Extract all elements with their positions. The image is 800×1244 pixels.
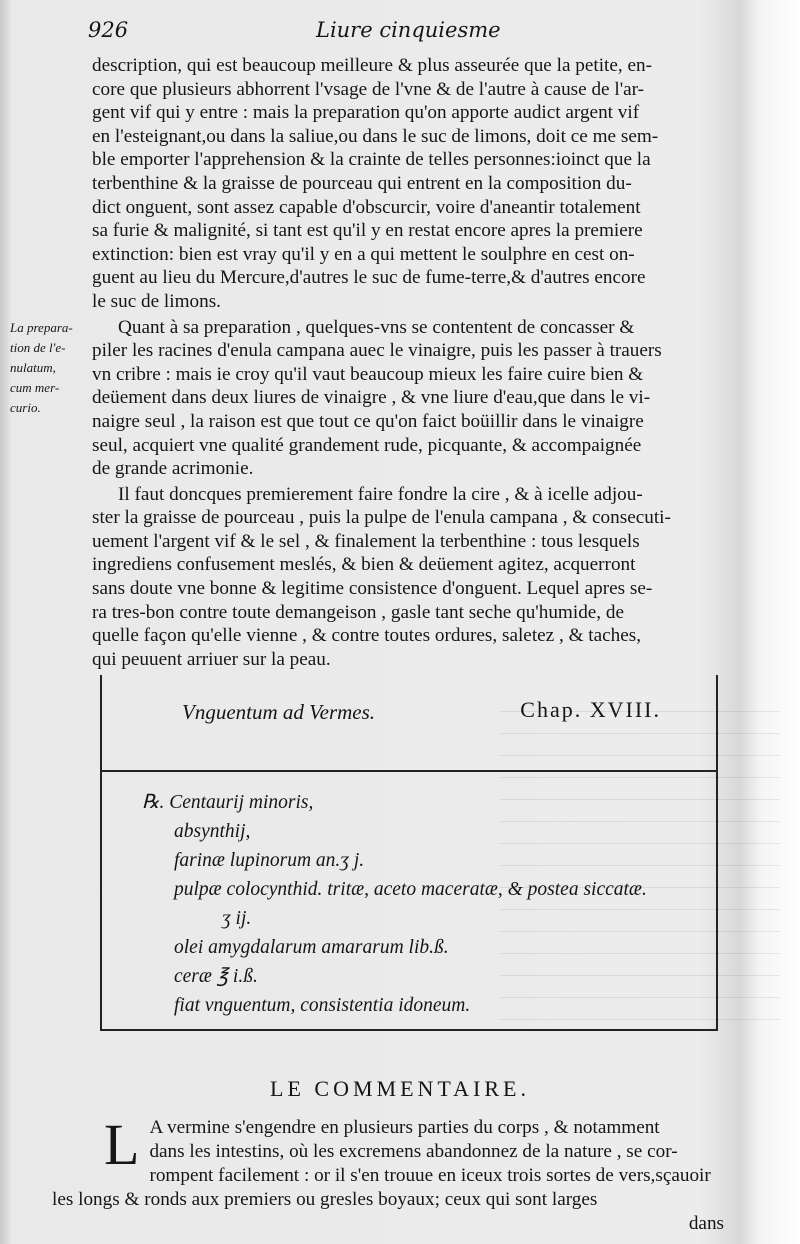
margin-note-line: La prepara- — [10, 320, 73, 335]
text-line: en l'esteignant,ou dans la saliue,ou dans le suc de limons, doit ce me sem- — [92, 125, 659, 147]
text-line: core que plusieurs abhorrent l'vsage de l'vne & de l'autre à cause de l'ar- — [92, 78, 645, 100]
text-line: uement l'argent vif & le sel , & finalement la terbenthine : tous lesquels — [92, 530, 640, 552]
paragraph-3 — [92, 483, 717, 672]
paragraph-1 — [92, 54, 717, 314]
text-line: Il faut doncques premierement faire fondre la cire , & à icelle adjou- — [118, 483, 643, 505]
text-line: terbenthine & la graisse de pourceau qui entrent en la composition du- — [92, 172, 632, 194]
margin-note-line: nulatum, — [10, 360, 56, 375]
margin-note-line: tion de l'e- — [10, 340, 66, 355]
paragraph-2 — [92, 316, 717, 481]
text-line: quelle façon qu'elle vienne , & contre toutes ordures, saletez , & taches, — [92, 625, 642, 647]
box-rule-bottom — [102, 1029, 716, 1031]
recipe-line: olei amygdalarum amararum lib.ß. — [174, 937, 449, 958]
recipe-line: ceræ ℥ i.ß. — [174, 966, 258, 987]
chapter-box — [100, 675, 718, 1031]
recipe-line: pulpæ colocynthid. tritæ, aceto maceratæ, & postea siccatæ. — [174, 879, 647, 900]
text-line: ble emporter l'apprehension & la crainte de telles personnes:ioinct que la — [92, 149, 651, 171]
text-line: le suc de limons. — [92, 290, 221, 312]
margin-note-line: cum mer- — [10, 380, 60, 395]
text-line: description, qui est beaucoup meilleure & plus asseurée que la petite, en- — [92, 55, 652, 76]
box-rule-top — [102, 770, 716, 772]
text-line: dict onguent, sont assez capable d'obscurcir, voire d'aneantir totalement — [92, 196, 641, 218]
text-line: extinction: bien est vray qu'il y en a qui mettent le soulphre en cest on- — [92, 243, 635, 265]
text-line: seul, acquiert vne qualité grandement rude, picquante, & accompaignée — [92, 434, 642, 456]
text-line: ster la graisse de pourceau , puis la pulpe de l'enula campana , & consecuti- — [92, 507, 671, 529]
text-line: naigre seul , la raison est que tout ce qu'on faict boüillir dans le vinaigre — [92, 410, 644, 432]
chapter-number: Chap. XVIII. — [520, 697, 661, 722]
text-line: gent vif qui y entre : mais la preparation qu'on apporte audict argent vif — [92, 102, 640, 124]
text-line: ra tres-bon contre toute demangeison , gasle tant seche qu'humide, de — [92, 601, 625, 623]
recipe-line: ʒ ij. — [222, 908, 252, 929]
commentary-title: LE COMMENTAIRE. — [270, 1076, 530, 1101]
text-line: de grande acrimonie. — [92, 458, 254, 480]
text-line: ingrediens confusement meslés, & bien & deüement agitez, acquerront — [92, 554, 636, 576]
chapter-title: Vnguentum ad Vermes. — [182, 700, 376, 724]
recipe-line: fiat vnguentum, consistentia idoneum. — [174, 995, 471, 1016]
text-line: sa furie & malignité, si tant est qu'il y en restat encore apres la premiere — [92, 220, 643, 242]
text-line: qui peuuent arriuer sur la peau. — [92, 648, 331, 670]
recipe-line: ℞. Centaurij minoris, — [142, 792, 314, 813]
text-line: dans les intestins, où les excremens abandonnez de la nature , se cor- — [149, 1141, 678, 1162]
text-line: dans — [688, 1213, 724, 1234]
text-line: guent au lieu du Mercure,d'autres le suc de fume-terre,& d'autres encore — [92, 267, 646, 289]
running-head: Liure cinquiesme — [316, 18, 501, 42]
text-line: deüement dans deux liures de vinaigre , & vne liure d'eau,que dans le vi- — [92, 387, 651, 409]
recipe-line: absynthij, — [174, 821, 251, 842]
commentary-text — [52, 1112, 724, 1236]
text-line: piler les racines d'enula campana auec le vinaigre, puis les passer à trauers — [92, 340, 662, 362]
recipe-line: farinæ lupinorum an.ʒ j. — [174, 850, 365, 871]
margin-note — [10, 318, 90, 418]
text-line: Quant à sa preparation , quelques-vns se contentent de concasser & — [118, 316, 635, 338]
recipe — [142, 788, 702, 1020]
margin-note-line: curio. — [10, 400, 41, 415]
text-line: A vermine s'engendre en plusieurs parties du corps , & notamment — [149, 1117, 660, 1138]
main-text — [92, 54, 717, 671]
drop-cap: L — [104, 1112, 140, 1177]
text-line: sans doute vne bonne & legitime consistence d'onguent. Lequel apres se- — [92, 578, 653, 600]
page-header — [88, 18, 800, 48]
text-line: vn cribre : mais ie croy qu'il vaut beaucoup mieux les faire cuire bien & — [92, 363, 644, 385]
page-number: 926 — [88, 18, 129, 42]
text-line: les longs & ronds aux premiers ou gresles boyaux; ceux qui sont larges — [52, 1189, 598, 1210]
text-line: rompent facilement : or il s'en trouue en iceux trois sortes de vers,sçauoir — [149, 1165, 711, 1186]
